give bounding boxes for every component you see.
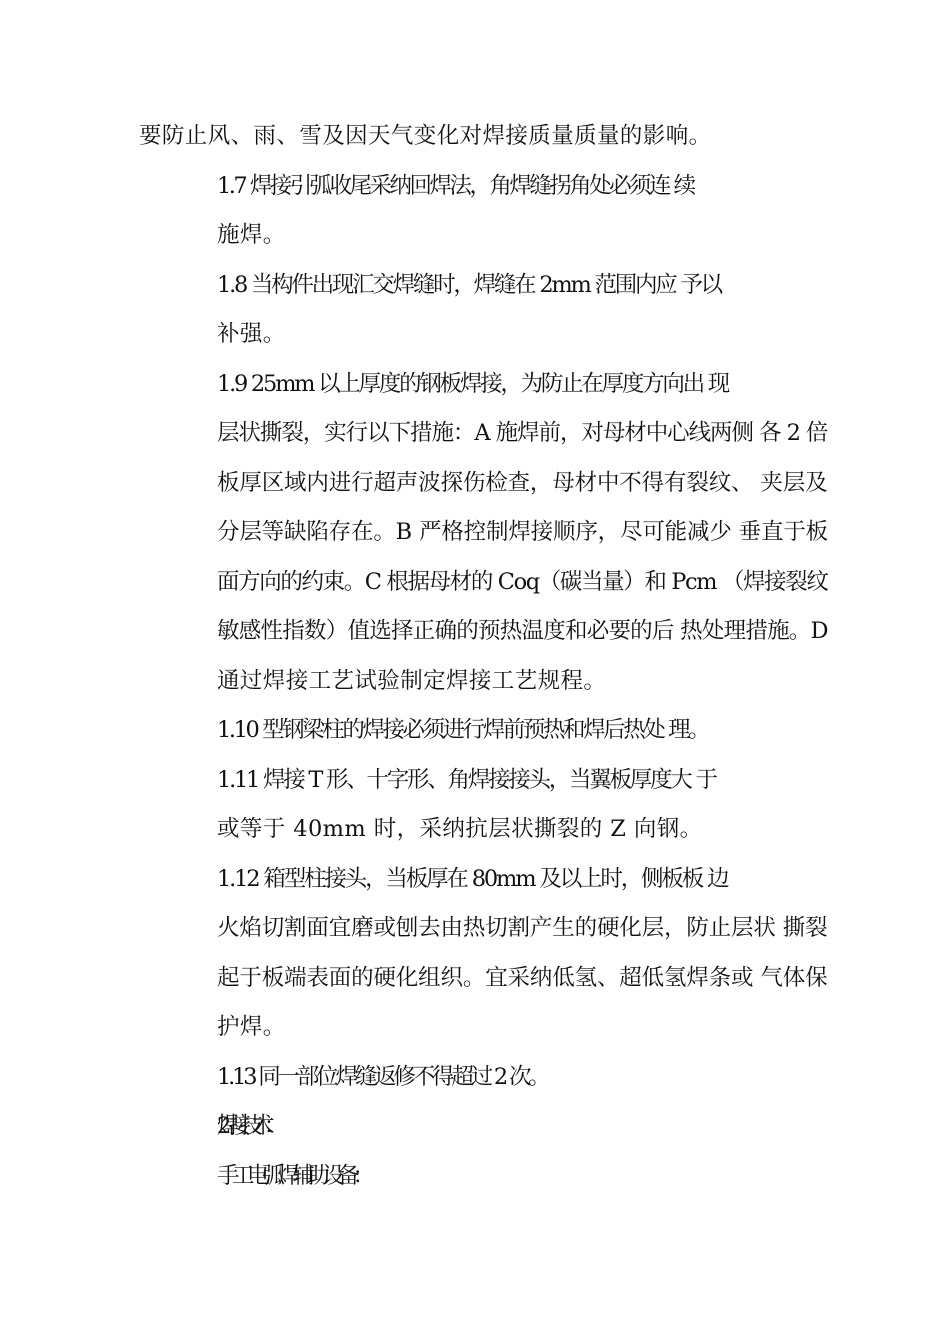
text-line: 敏感性指数）值选择正确的预热温度和必要的后 热处理措施。D [217, 618, 828, 644]
paragraph-weather-protection [139, 112, 829, 162]
text-line: 通过焊接工艺试验制定焊接工艺规程。 [217, 667, 607, 694]
text-line: 手工电弧焊辅助设备： [217, 1162, 368, 1189]
text-line: 板厚区域内进行超声波探伤检查，母材中不得有裂纹、 夹层及 [217, 469, 828, 496]
paragraph-1-9 [139, 360, 829, 707]
text-line: 要防止风、雨、雪及因天气变化对焊接质量质量的影响。 [139, 123, 712, 149]
paragraph-1-8 [139, 261, 829, 360]
section-heading-welding-technique [139, 1102, 829, 1152]
text-line: 面方向的约束。C 根据母材的 Coq（碳当量）和 Pcm （焊接裂纹 [217, 568, 828, 595]
text-line: 2 焊接技术： [217, 1113, 276, 1139]
text-line: 1.13 同一部位焊缝返修不得超过 2 次。 [217, 1063, 548, 1090]
text-line: 或等于 40mm 时，采纳抗层状撕裂的 Z 向钢。 [217, 816, 703, 842]
text-line: 分层等缺陷存在。B 严格控制焊接顺序，尽可能减少 垂直于板 [217, 519, 828, 545]
paragraph-1-10 [139, 706, 829, 756]
text-line: 护焊。 [217, 1014, 286, 1040]
text-line: 层状撕裂，实行以下措施：A 施焊前，对母材中心线两侧 各 2 倍 [217, 420, 828, 446]
text-line: 1.8 当构件出现汇交焊缝时，焊缝在 2mm 范围内应 予以 [217, 271, 721, 298]
paragraph-1-12 [139, 855, 829, 1053]
paragraph-1-11 [139, 756, 829, 855]
text-line: 起于板端表面的硬化组织。宜采纳低氢、超低氢焊条或 气体保 [217, 964, 828, 991]
text-line: 火焰切割面宜磨或刨去由热切割产生的硬化层，防止层状 撕裂 [217, 915, 828, 941]
text-line: 1.11 焊接 T 形、十字形、角焊接接头，当翼板厚度大 于 [217, 766, 716, 793]
text-line: 1.7 焊接引弧收尾采纳回焊法，角焊缝拐角处必须连 续 [217, 172, 694, 199]
text-line: 1.9 25mm 以上厚度的钢板焊接，为防止在厚度方向出 现 [217, 370, 729, 397]
text-line: 1.10 型钢梁柱的焊接必须进行焊前预热和焊后热处 理。 [217, 717, 709, 743]
paragraph-1-13 [139, 1053, 829, 1103]
paragraph-1-7 [139, 162, 829, 261]
document-page [139, 112, 829, 1201]
text-line: 施焊。 [217, 222, 286, 248]
subheading-auxiliary-equipment [139, 1152, 829, 1202]
text-line: 1.12 箱型柱接头，当板厚在 80mm 及以上时，侧板板 边 [217, 865, 728, 892]
text-line: 补强。 [217, 321, 286, 347]
